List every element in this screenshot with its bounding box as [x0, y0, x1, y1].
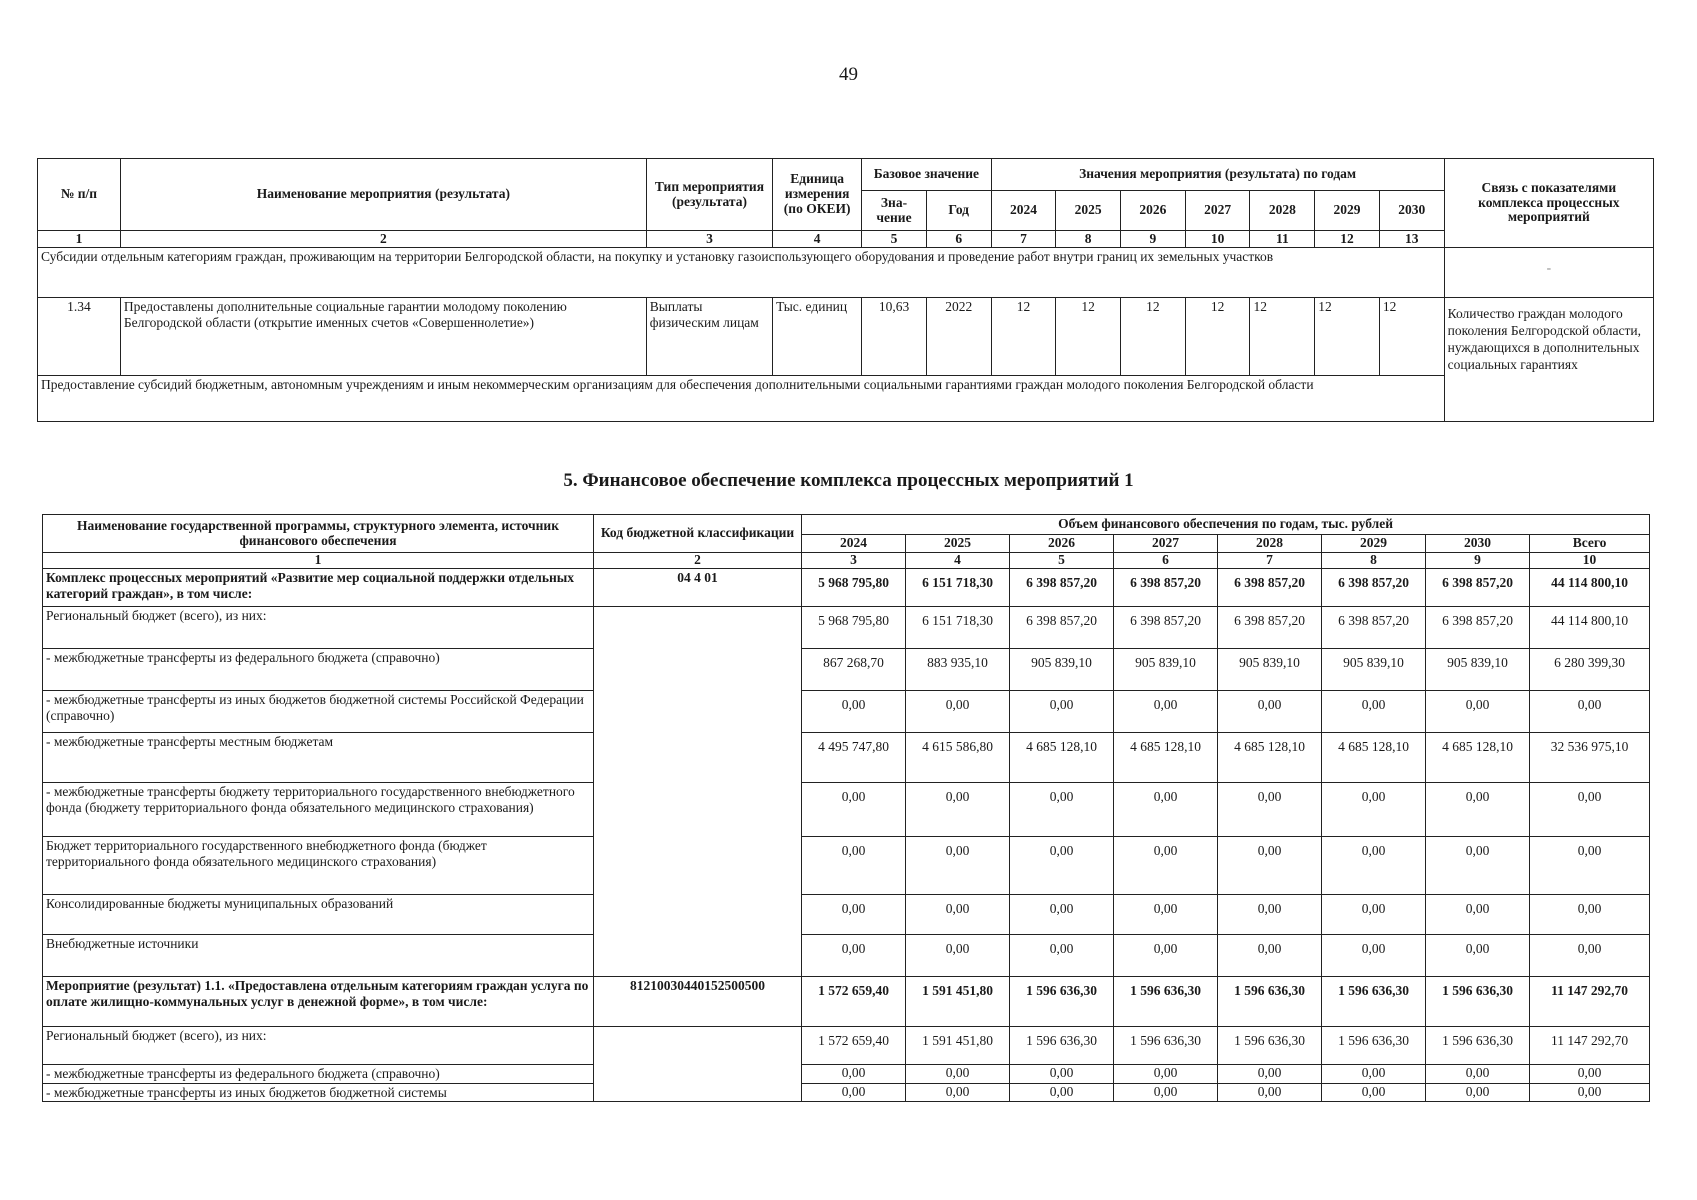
col-number: 10 — [1185, 231, 1250, 248]
row-value: 0,00 — [1218, 935, 1322, 977]
row-code: 04 4 01 — [594, 569, 802, 607]
col-number: 1 — [43, 553, 594, 569]
row-name: Внебюджетные источники — [43, 935, 594, 977]
row-value: 6 398 857,20 — [1322, 569, 1426, 607]
col-number: 7 — [1218, 553, 1322, 569]
row-value: 4 685 128,10 — [1322, 733, 1426, 783]
row-total: 0,00 — [1530, 691, 1650, 733]
row-value: 6 398 857,20 — [1426, 569, 1530, 607]
row-value: 867 268,70 — [802, 649, 906, 691]
row-code-empty — [594, 607, 802, 977]
row-value: 0,00 — [906, 691, 1010, 733]
row-name: - межбюджетные трансферты из федерального бюджета (справочно) — [43, 1065, 594, 1084]
row-value: 4 685 128,10 — [1010, 733, 1114, 783]
row-value: 0,00 — [1426, 935, 1530, 977]
row-value: 0,00 — [1322, 783, 1426, 837]
section-subsidies-gas: Субсидии отдельным категориям граждан, проживающим на территории Белгородской области, на покупку и установку газоиспользующего оборудования и проведение работ внутри границ их земельных участков — [38, 248, 1445, 298]
row-value: 12 — [1056, 298, 1121, 376]
row-value: 0,00 — [1010, 935, 1114, 977]
row-value: 1 572 659,40 — [802, 977, 906, 1027]
table-row — [43, 935, 1650, 977]
header-link: Связь с показателями комплекса процессных мероприятий — [1444, 159, 1653, 248]
row-code: 81210030440152500500 — [594, 977, 802, 1027]
row-value: 883 935,10 — [906, 649, 1010, 691]
col-number: 2 — [120, 231, 646, 248]
row-value: 0,00 — [1010, 1083, 1114, 1102]
row-value: 0,00 — [1010, 895, 1114, 935]
row-value: 1 596 636,30 — [1322, 977, 1426, 1027]
row-total: 11 147 292,70 — [1530, 977, 1650, 1027]
header-total: Всего — [1530, 535, 1650, 553]
row-value: 0,00 — [1426, 691, 1530, 733]
page-number: 49 — [839, 64, 858, 85]
row-value: 0,00 — [1218, 691, 1322, 733]
table-row — [43, 1027, 1650, 1065]
row-value: 1 596 636,30 — [1218, 977, 1322, 1027]
row-value: 12 — [1315, 298, 1380, 376]
program-row — [43, 569, 1650, 607]
row-value: 1 572 659,40 — [802, 1027, 906, 1065]
col-number: 4 — [906, 553, 1010, 569]
header-year: 2024 — [802, 535, 906, 553]
row-value: 0,00 — [1114, 1083, 1218, 1102]
row-total: 0,00 — [1530, 1065, 1650, 1084]
row-value: 0,00 — [802, 837, 906, 895]
row-value: 0,00 — [1114, 935, 1218, 977]
row-value: 6 151 718,30 — [906, 607, 1010, 649]
row-value: 0,00 — [1426, 837, 1530, 895]
row-value: 905 839,10 — [1322, 649, 1426, 691]
row-value: 0,00 — [802, 1065, 906, 1084]
row-value: 12 — [1250, 298, 1315, 376]
row-value: 0,00 — [1218, 1083, 1322, 1102]
header-name: Наименование мероприятия (результата) — [120, 159, 646, 231]
row-name: - межбюджетные трансферты бюджету территориального государственного внебюджетного фонда (бюджету территориального фонда обязательного медицинского страхования) — [43, 783, 594, 837]
row-total: 32 536 975,10 — [1530, 733, 1650, 783]
row-value: 12 — [1121, 298, 1186, 376]
row-value: 0,00 — [1114, 1065, 1218, 1084]
header-year: 2029 — [1315, 191, 1380, 231]
col-number: 8 — [1322, 553, 1426, 569]
table-row — [43, 837, 1650, 895]
row-value: 12 — [991, 298, 1056, 376]
row-name: - межбюджетные трансферты из иных бюджетов бюджетной системы Российской Федерации (справочно) — [43, 691, 594, 733]
row-value: 905 839,10 — [1426, 649, 1530, 691]
header-base-value: Зна-чение — [862, 191, 927, 231]
row-total: 0,00 — [1530, 783, 1650, 837]
row-value: 6 398 857,20 — [1114, 569, 1218, 607]
row-value: 6 398 857,20 — [1322, 607, 1426, 649]
row-value: 12 — [1185, 298, 1250, 376]
financing-table — [42, 514, 1650, 1102]
col-number: 1 — [38, 231, 121, 248]
col-number: 6 — [926, 231, 991, 248]
row-value: 0,00 — [802, 691, 906, 733]
row-value: 6 398 857,20 — [1426, 607, 1530, 649]
header-type: Тип мероприятия (результата) — [646, 159, 772, 231]
row-value: 6 398 857,20 — [1218, 569, 1322, 607]
row-value: 1 596 636,30 — [1426, 977, 1530, 1027]
row-total: 0,00 — [1530, 895, 1650, 935]
header-base-year: Год — [926, 191, 991, 231]
header-name: Наименование государственной программы, структурного элемента, источник финансового обеспечения — [43, 515, 594, 553]
row-value: 0,00 — [1010, 691, 1114, 733]
row-value: 1 591 451,80 — [906, 977, 1010, 1027]
row-value: 0,00 — [1114, 895, 1218, 935]
program-row — [43, 977, 1650, 1027]
header-year: 2028 — [1218, 535, 1322, 553]
row-value: 0,00 — [1426, 783, 1530, 837]
row-value: 0,00 — [906, 837, 1010, 895]
row-name: Региональный бюджет (всего), из них: — [43, 607, 594, 649]
header-year: 2026 — [1121, 191, 1186, 231]
header-year: 2025 — [906, 535, 1010, 553]
row-name: - межбюджетные трансферты местным бюджетам — [43, 733, 594, 783]
row-value: 0,00 — [906, 935, 1010, 977]
row-value: 0,00 — [1322, 935, 1426, 977]
row-value: 905 839,10 — [1010, 649, 1114, 691]
col-number: 11 — [1250, 231, 1315, 248]
table-row — [43, 733, 1650, 783]
header-volume: Объем финансового обеспечения по годам, тыс. рублей — [802, 515, 1650, 535]
header-base: Базовое значение — [862, 159, 991, 191]
header-year: 2027 — [1185, 191, 1250, 231]
section-title: 5. Финансовое обеспечение комплекса процессных мероприятий 1 — [563, 470, 1134, 491]
col-number: 6 — [1114, 553, 1218, 569]
col-number: 10 — [1530, 553, 1650, 569]
row-value: 0,00 — [1114, 783, 1218, 837]
row-total: 0,00 — [1530, 837, 1650, 895]
row-value: 1 596 636,30 — [1010, 977, 1114, 1027]
row-value: 0,00 — [1010, 783, 1114, 837]
measures-table — [37, 158, 1654, 422]
row-value: 0,00 — [1218, 783, 1322, 837]
row-value: 6 151 718,30 — [906, 569, 1010, 607]
row-unit: Тыс. единиц — [773, 298, 862, 376]
row-value: 1 596 636,30 — [1218, 1027, 1322, 1065]
header-year: 2028 — [1250, 191, 1315, 231]
row-value: 6 398 857,20 — [1010, 607, 1114, 649]
row-num: 1.34 — [38, 298, 121, 376]
header-values-by-year: Значения мероприятия (результата) по годам — [991, 159, 1444, 191]
row-value: 0,00 — [1218, 1065, 1322, 1084]
row-value: 6 398 857,20 — [1010, 569, 1114, 607]
row-name: Предоставлены дополнительные социальные гарантии молодому поколению Белгородской области (открытие именных счетов «Совершеннолетие») — [120, 298, 646, 376]
col-number: 9 — [1121, 231, 1186, 248]
col-number: 3 — [646, 231, 772, 248]
col-number: 2 — [594, 553, 802, 569]
header-year: 2024 — [991, 191, 1056, 231]
header-year: 2030 — [1426, 535, 1530, 553]
row-value: 1 596 636,30 — [1114, 1027, 1218, 1065]
header-num: № п/п — [38, 159, 121, 231]
row-name: Комплекс процессных мероприятий «Развитие мер социальной поддержки отдельных категорий граждан», в том числе: — [43, 569, 594, 607]
row-code-empty — [594, 1027, 802, 1102]
table-row — [43, 1065, 1650, 1084]
row-value: 905 839,10 — [1114, 649, 1218, 691]
section-link: - — [1444, 248, 1653, 298]
row-value: 0,00 — [1010, 837, 1114, 895]
row-total: 11 147 292,70 — [1530, 1027, 1650, 1065]
row-value: 0,00 — [906, 895, 1010, 935]
row-name: Мероприятие (результат) 1.1. «Предоставлена отдельным категориям граждан услуга по оплате жилищно-коммунальных услуг в денежной форме», в том числе: — [43, 977, 594, 1027]
row-value: 4 685 128,10 — [1114, 733, 1218, 783]
row-value: 1 591 451,80 — [906, 1027, 1010, 1065]
row-name: - межбюджетные трансферты из иных бюджетов бюджетной системы — [43, 1083, 594, 1102]
row-total: 44 114 800,10 — [1530, 569, 1650, 607]
row-value: 6 398 857,20 — [1218, 607, 1322, 649]
row-value: 1 596 636,30 — [1426, 1027, 1530, 1065]
header-unit: Единица измерения (по ОКЕИ) — [773, 159, 862, 231]
row-value: 0,00 — [1322, 837, 1426, 895]
row-value: 0,00 — [906, 783, 1010, 837]
row-name: - межбюджетные трансферты из федерального бюджета (справочно) — [43, 649, 594, 691]
row-value: 0,00 — [1218, 837, 1322, 895]
row-value: 905 839,10 — [1218, 649, 1322, 691]
row-value: 4 495 747,80 — [802, 733, 906, 783]
section-subsidies-institutions: Предоставление субсидий бюджетным, автономным учреждениям и иным некоммерческим организациям для обеспечения дополнительными социальными гарантиями граждан молодого поколения Белгородской области — [38, 376, 1445, 422]
col-number: 5 — [862, 231, 927, 248]
row-value: 0,00 — [802, 1083, 906, 1102]
table-row — [43, 649, 1650, 691]
row-base-year: 2022 — [926, 298, 991, 376]
row-base-value: 10,63 — [862, 298, 927, 376]
row-value: 0,00 — [1010, 1065, 1114, 1084]
header-year: 2027 — [1114, 535, 1218, 553]
row-value: 0,00 — [1322, 1083, 1426, 1102]
row-value: 0,00 — [1322, 1065, 1426, 1084]
row-value: 0,00 — [1322, 691, 1426, 733]
col-number: 3 — [802, 553, 906, 569]
header-year: 2030 — [1379, 191, 1444, 231]
row-name: Региональный бюджет (всего), из них: — [43, 1027, 594, 1065]
row-value: 4 685 128,10 — [1218, 733, 1322, 783]
row-value: 12 — [1379, 298, 1444, 376]
row-total: 0,00 — [1530, 935, 1650, 977]
col-number: 4 — [773, 231, 862, 248]
row-total: 6 280 399,30 — [1530, 649, 1650, 691]
row-value: 0,00 — [802, 895, 906, 935]
col-number: 12 — [1315, 231, 1380, 248]
table-row — [43, 783, 1650, 837]
col-number: 9 — [1426, 553, 1530, 569]
row-value: 0,00 — [1218, 895, 1322, 935]
col-number: 7 — [991, 231, 1056, 248]
row-value: 0,00 — [802, 935, 906, 977]
table-row — [43, 607, 1650, 649]
header-year: 2029 — [1322, 535, 1426, 553]
row-value: 0,00 — [1426, 1083, 1530, 1102]
header-code: Код бюджетной классификации — [594, 515, 802, 553]
col-number: 8 — [1056, 231, 1121, 248]
row-value: 0,00 — [906, 1065, 1010, 1084]
row-value: 0,00 — [906, 1083, 1010, 1102]
header-year: 2026 — [1010, 535, 1114, 553]
row-value: 1 596 636,30 — [1114, 977, 1218, 1027]
row-value: 4 685 128,10 — [1426, 733, 1530, 783]
col-number: 13 — [1379, 231, 1444, 248]
table-row — [43, 895, 1650, 935]
table-row — [43, 691, 1650, 733]
row-value: 0,00 — [1426, 1065, 1530, 1084]
row-value: 0,00 — [1426, 895, 1530, 935]
row-link: Количество граждан молодого поколения Белгородской области, нуждающихся в дополнительных социальных гарантиях — [1444, 298, 1653, 422]
row-type: Выплаты физическим лицам — [646, 298, 772, 376]
row-value: 0,00 — [1322, 895, 1426, 935]
row-value: 0,00 — [1114, 691, 1218, 733]
col-number: 5 — [1010, 553, 1114, 569]
row-total: 44 114 800,10 — [1530, 607, 1650, 649]
row-value: 6 398 857,20 — [1114, 607, 1218, 649]
header-year: 2025 — [1056, 191, 1121, 231]
table-row — [43, 1083, 1650, 1102]
row-name: Бюджет территориального государственного внебюджетного фонда (бюджет территориального фонда обязательного медицинского страхования) — [43, 837, 594, 895]
row-value: 5 968 795,80 — [802, 569, 906, 607]
row-value: 1 596 636,30 — [1322, 1027, 1426, 1065]
row-name: Консолидированные бюджеты муниципальных образований — [43, 895, 594, 935]
row-value: 0,00 — [1114, 837, 1218, 895]
row-value: 4 615 586,80 — [906, 733, 1010, 783]
row-total: 0,00 — [1530, 1083, 1650, 1102]
row-value: 5 968 795,80 — [802, 607, 906, 649]
row-value: 0,00 — [802, 783, 906, 837]
row-value: 1 596 636,30 — [1010, 1027, 1114, 1065]
